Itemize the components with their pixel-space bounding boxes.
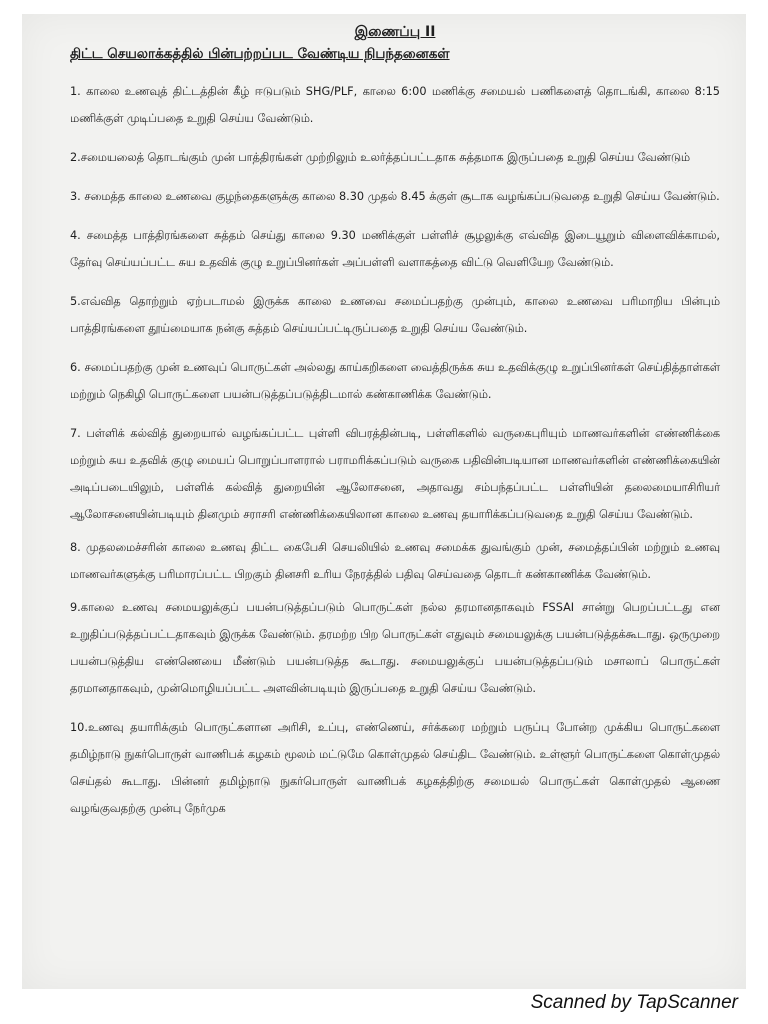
condition-item-6: 6. சமைப்பதற்கு முன் உணவுப் பொருட்கள் அல்லது காய்கறிகளை வைத்திருக்க சுய உதவிக்குழு உறுப்பினர்கள் செய்தித்தாள்கள் மற்றும் நெகிழி பொருட்களை பயன்படுத்தப்படுத்திடமால் கண்காணிக்க வேண்டும். bbox=[70, 361, 720, 401]
condition-item-2: 2.சமையலைத் தொடங்கும் முன் பாத்திரங்கள் முற்றிலும் உலர்த்தப்பட்டதாக சுத்தமாக இருப்பதை உறுதி செய்ய வேண்டும் bbox=[70, 151, 690, 164]
document-body bbox=[70, 24, 720, 834]
scanned-page bbox=[22, 14, 746, 989]
scanner-watermark: Scanned by TapScanner bbox=[530, 992, 738, 1013]
condition-item-10: 10.உணவு தயாரிக்கும் பொருட்களான அரிசி, உப்பு, எண்ணெய், சர்க்கரை மற்றும் பருப்பு போன்ற முக்கிய பொருட்களை தமிழ்நாடு நுகர்பொருள் வாணிபக் கழகம் மூலம் மட்டுமே கொள்முதல் செய்திட வேண்டும். உள்ளூர் பொருட்களை கொள்முதல் செய்தல் கூடாது. பின்னர் தமிழ்நாடு நுகர்பொருள் வாணிபக் கழகத்திற்கு சமையல் பொருட்கள் கொள்முதல் ஆணை வழங்குவதற்கு முன்பு நேர்முக bbox=[70, 721, 720, 815]
condition-item-5: 5.எவ்வித தொற்றும் ஏற்படாமல் இருக்க காலை உணவை சமைப்பதற்கு முன்பும், காலை உணவை பரிமாறிய பின்பும் பாத்திரங்களை தூய்மையாக நன்கு சுத்தம் செய்யப்பட்டிருப்பதை உறுதி செய்ய வேண்டும். bbox=[70, 295, 720, 335]
condition-item-7: 7. பள்ளிக் கல்வித் துறையால் வழங்கப்பட்ட புள்ளி விபரத்தின்படி, பள்ளிகளில் வருகைபுரியும் மாணவர்களின் எண்ணிக்கை மற்றும் சுய உதவிக் குழு மையப் பொறுப்பாளரால் பராமரிக்கப்படும் வருகை பதிவின்படியான மாணவர்களின் எண்ணிக்கையின் அடிப்படையிலும், பள்ளிக் கல்வித் துறையின் ஆலோசனை, அதாவது சம்பந்தப்பட்ட பள்ளியின் தலைமையாசிரியர் ஆலோசனையின்படியும் தினமும் சராசரி எண்ணிக்கையிலான காலை உணவு தயாரிக்கப்படுவதை உறுதி செய்ய வேண்டும். bbox=[70, 427, 720, 521]
document-heading: திட்ட செயலாக்கத்தில் பின்பற்றப்பட வேண்டிய நிபந்தனைகள் bbox=[70, 46, 450, 62]
annex-title: இணைப்பு II bbox=[354, 24, 436, 40]
condition-item-3: 3. சமைத்த காலை உணவை குழந்தைகளுக்கு காலை 8.30 முதல் 8.45 க்குள் சூடாக வழங்கப்படுவதை உறுதி செய்ய வேண்டும். bbox=[70, 190, 720, 203]
condition-item-4: 4. சமைத்த பாத்திரங்களை சுத்தம் செய்து காலை 9.30 மணிக்குள் பள்ளிச் சூழலுக்கு எவ்வித இடையூறும் விளைவிக்காமல், தேர்வு செய்யப்பட்ட சுய உதவிக் குழு உறுப்பினர்கள் அப்பள்ளி வளாகத்தை விட்டு வெளியேற வேண்டும். bbox=[70, 229, 720, 269]
condition-item-1: 1. காலை உணவுத் திட்டத்தின் கீழ் ஈடுபடும் SHG/PLF, காலை 6:00 மணிக்கு சமையல் பணிகளைத் தொடங்கி, காலை 8:15 மணிக்குள் முடிப்பதை உறுதி செய்ய வேண்டும். bbox=[70, 85, 720, 125]
condition-item-8: 8. முதலமைச்சரின் காலை உணவு திட்ட கைபேசி செயலியில் உணவு சமைக்க துவங்கும் முன், சமைத்தப்பின் மற்றும் உணவு மாணவர்களுக்கு பரிமாரப்பட்ட பிறகும் தினசரி உரிய நேரத்தில் பதிவு செய்வதை தொடர் கண்காணிக்க வேண்டும். bbox=[70, 541, 720, 581]
condition-item-9: 9.காலை உணவு சமையலுக்குப் பயன்படுத்தப்படும் பொருட்கள் நல்ல தரமானதாகவும் FSSAI சான்று பெறப்பட்டது என உறுதிப்படுத்தப்பட்டதாகவும் இருக்க வேண்டும். தரமற்ற பிற பொருட்கள் எதுவும் சமையலுக்கு பயன்படுத்தக்கூடாது. ஒருமுறை பயன்படுத்திய எண்ணெயை மீண்டும் பயன்படுத்த கூடாது. சமையலுக்குப் பயன்படுத்தப்படும் மசாலாப் பொருட்கள் தரமானதாகவும், முன்மொழியப்பட்ட அளவின்படியும் இருப்பதை உறுதி செய்ய வேண்டும். bbox=[70, 601, 720, 695]
